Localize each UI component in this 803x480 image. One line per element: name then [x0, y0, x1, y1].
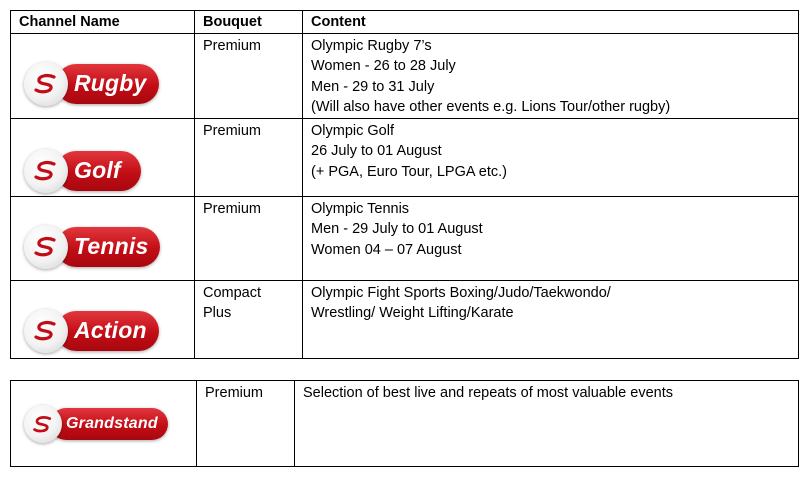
content-cell — [303, 118, 799, 196]
channel-name: Action — [56, 311, 159, 351]
content-line: Olympic Rugby 7’s — [311, 37, 432, 54]
bouquet-line: Premium — [203, 37, 262, 54]
channel-logo-rugby — [24, 62, 159, 106]
content-line: Wrestling/ Weight Lifting/Karate — [311, 305, 514, 321]
supersport-s-icon — [24, 309, 68, 353]
header-bouquet: Bouquet — [195, 11, 303, 34]
channel-logo-action — [24, 309, 159, 353]
bouquet-line: Premium — [203, 122, 262, 139]
table-row — [11, 33, 799, 118]
content-line: Men - 29 July to 01 August — [311, 221, 483, 237]
supersport-s-icon — [24, 225, 68, 269]
content-line: Olympic Golf — [311, 122, 394, 139]
channel-logo-golf — [24, 149, 141, 193]
content-line: Women - 26 to 28 July — [311, 58, 456, 74]
content-line: Women 04 – 07 August — [311, 241, 462, 258]
grandstand-table — [10, 380, 799, 467]
content-cell — [303, 33, 799, 118]
table-row — [11, 381, 799, 467]
content-line: Olympic Fight Sports Boxing/Judo/Taekwondo/ — [311, 284, 611, 301]
bouquet-line: Premium — [205, 385, 264, 401]
table-row — [11, 196, 799, 280]
bouquet-line: Compact — [203, 284, 262, 301]
content-line: (+ PGA, Euro Tour, LPGA etc.) — [311, 163, 507, 180]
content-line: Men - 29 to 31 July — [311, 78, 435, 95]
channel-cell — [11, 381, 197, 467]
bouquet-cell — [195, 33, 303, 118]
channel-cell — [11, 118, 195, 196]
channel-name: Tennis — [56, 227, 160, 267]
content-line: Olympic Tennis — [311, 200, 410, 217]
bouquet-cell — [195, 280, 303, 358]
bouquet-line: Plus — [203, 305, 232, 321]
channel-table — [10, 10, 799, 359]
header-channel-name: Channel Name — [11, 11, 195, 34]
table-row — [11, 280, 799, 358]
content-cell — [303, 196, 799, 280]
bouquet-line: Premium — [203, 200, 262, 217]
header-content: Content — [303, 11, 799, 34]
bouquet-cell — [195, 118, 303, 196]
table-header-row — [11, 11, 799, 34]
supersport-s-icon — [24, 149, 68, 193]
channel-cell — [11, 196, 195, 280]
supersport-s-icon — [24, 405, 62, 443]
channel-logo-tennis — [24, 225, 160, 269]
content-line: Selection of best live and repeats of most valuable events — [303, 385, 673, 401]
channel-cell — [11, 33, 195, 118]
content-line: (Will also have other events e.g. Lions Tour/other rugby) — [311, 99, 671, 115]
content-cell — [295, 381, 799, 467]
channel-cell — [11, 280, 195, 358]
bouquet-cell — [195, 196, 303, 280]
channel-name: Golf — [56, 151, 141, 191]
content-cell — [303, 280, 799, 358]
channel-name: Rugby — [56, 64, 159, 104]
content-line: 26 July to 01 August — [311, 143, 442, 159]
supersport-s-icon — [24, 62, 68, 106]
channel-name: Grandstand — [50, 408, 168, 440]
bouquet-cell — [197, 381, 295, 467]
channel-logo-grandstand — [24, 405, 168, 443]
table-row — [11, 118, 799, 196]
